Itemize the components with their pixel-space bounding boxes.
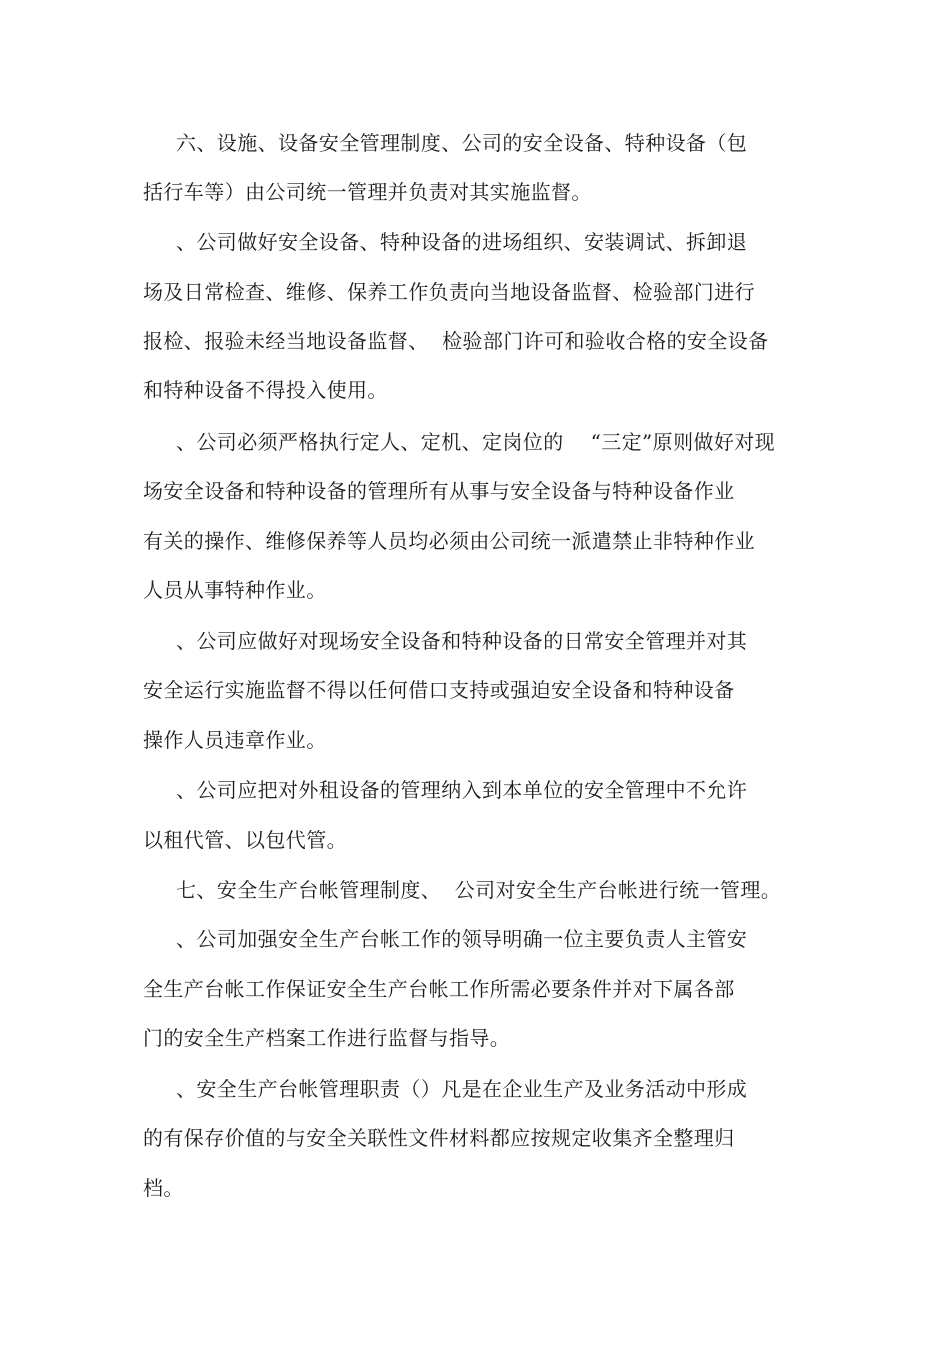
- text-line: 场安全设备和特种设备的管理所有从事与安全设备与特种设备作业: [143, 479, 735, 503]
- text-line: 人员从事特种作业。: [143, 578, 327, 602]
- text-line: 七、安全生产台帐管理制度、 公司对安全生产台帐进行统一管理。: [176, 878, 782, 902]
- text-line: 、公司应做好对现场安全设备和特种设备的日常安全管理并对其: [176, 629, 748, 653]
- text-line: 门的安全生产档案工作进行监督与指导。: [143, 1026, 511, 1050]
- text-line: 、公司加强安全生产台帐工作的领导明确一位主要负责人主管安: [176, 927, 748, 951]
- text-line: 操作人员违章作业。: [143, 728, 327, 752]
- text-line: 有关的操作、维修保养等人员均必须由公司统一派遣禁止非特种作业: [143, 529, 755, 553]
- text-line: 、公司必须严格执行定人、定机、定岗位的 “三定”原则做好对现: [176, 430, 776, 454]
- text-line: 、公司做好安全设备、特种设备的进场组织、安装调试、拆卸退: [176, 230, 748, 254]
- text-line: 六、设施、设备安全管理制度、公司的安全设备、特种设备（包: [176, 131, 748, 155]
- text-line: 档。: [143, 1176, 184, 1200]
- text-line: 、公司应把对外租设备的管理纳入到本单位的安全管理中不允许: [176, 778, 748, 802]
- text-line: 全生产台帐工作保证安全生产台帐工作所需必要条件并对下属各部: [143, 977, 735, 1001]
- text-line: 报检、报验未经当地设备监督、 检验部门许可和验收合格的安全设备: [143, 329, 769, 353]
- text-line: 的有保存价值的与安全关联性文件材料都应按规定收集齐全整理归: [143, 1126, 735, 1150]
- text-line: 、安全生产台帐管理职责（）凡是在企业生产及业务活动中形成: [176, 1077, 748, 1101]
- text-line: 以租代管、以包代管。: [143, 828, 347, 852]
- text-line: 和特种设备不得投入使用。: [143, 378, 388, 402]
- text-line: 场及日常检查、维修、保养工作负责向当地设备监督、检验部门进行: [143, 280, 755, 304]
- text-line: 括行车等）由公司统一管理并负责对其实施监督。: [143, 180, 592, 204]
- text-line: 安全运行实施监督不得以任何借口支持或强迫安全设备和特种设备: [143, 678, 735, 702]
